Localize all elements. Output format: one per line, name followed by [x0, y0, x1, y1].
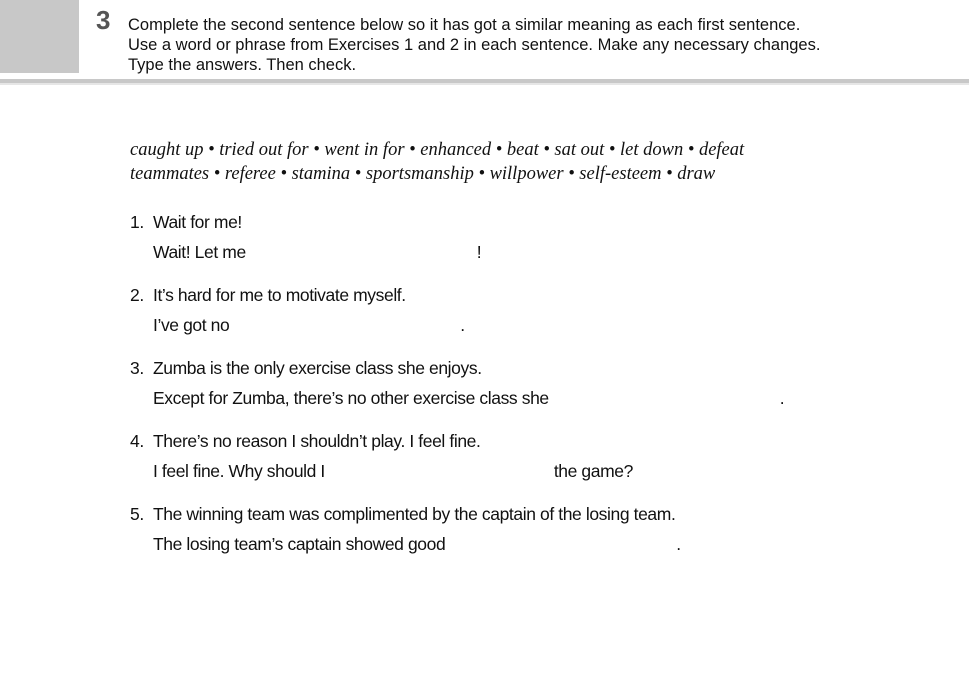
answer-before-text: I’ve got no	[153, 315, 230, 335]
answer-input-4[interactable]	[330, 462, 548, 482]
exercise-item-2	[130, 281, 910, 354]
item-answer-line	[153, 459, 633, 483]
answer-input-5[interactable]	[451, 535, 671, 555]
answer-before-text: I feel fine. Why should I	[153, 461, 325, 481]
exercise-item-5	[130, 500, 910, 573]
answer-input-2[interactable]	[235, 316, 455, 336]
item-number: 4.	[130, 431, 144, 451]
item-prompt: Wait for me!	[153, 212, 242, 232]
item-prompt: The winning team was complimented by the captain of the losing team.	[153, 504, 676, 524]
item-number: 1.	[130, 212, 144, 232]
item-answer-line	[153, 313, 465, 337]
item-number: 2.	[130, 285, 144, 305]
item-answer-line	[153, 386, 784, 410]
item-number: 5.	[130, 504, 144, 524]
exercise-number: 3	[96, 5, 111, 35]
instruction-line-1: Complete the second sentence below so it has got a similar meaning as each first sentence.	[128, 16, 801, 34]
answer-after-text: .	[779, 388, 785, 408]
header-divider-shadow	[0, 83, 969, 85]
item-number: 3.	[130, 358, 144, 378]
item-answer-line	[153, 532, 681, 556]
answer-after-text: the game?	[553, 461, 633, 481]
exercise-header	[0, 0, 969, 80]
answer-after-text: .	[460, 315, 465, 335]
exercise-item-1	[130, 208, 910, 281]
word-box-line-2: teammates • referee • stamina • sportsmanship • willpower • self-esteem • draw	[130, 164, 716, 184]
instruction-line-3: Type the answers. Then check.	[128, 56, 357, 74]
answer-after-text: .	[676, 534, 681, 554]
answer-input-3[interactable]	[554, 389, 774, 409]
word-box-line-1: caught up • tried out for • went in for • enhanced • beat • sat out • let down • defeat	[130, 140, 745, 160]
header-gray-block	[0, 0, 79, 73]
answer-before-text: Wait! Let me	[153, 242, 246, 262]
instruction-line-2: Use a word or phrase from Exercises 1 and 2 in each sentence. Make any necessary changes.	[128, 36, 821, 54]
item-prompt: It’s hard for me to motivate myself.	[153, 285, 406, 305]
answer-after-text: !	[476, 242, 482, 262]
answer-before-text: The losing team’s captain showed good	[153, 534, 446, 554]
answer-input-1[interactable]	[251, 243, 471, 263]
exercise-instructions	[128, 15, 958, 75]
exercise-item-4	[130, 427, 910, 500]
exercise-item-3	[130, 354, 910, 427]
item-prompt: There’s no reason I shouldn’t play. I feel fine.	[153, 431, 481, 451]
word-box	[130, 138, 850, 186]
item-prompt: Zumba is the only exercise class she enjoys.	[153, 358, 482, 378]
exercise-items	[130, 208, 910, 573]
item-answer-line	[153, 240, 481, 264]
answer-before-text: Except for Zumba, there’s no other exercise class she	[153, 388, 549, 408]
